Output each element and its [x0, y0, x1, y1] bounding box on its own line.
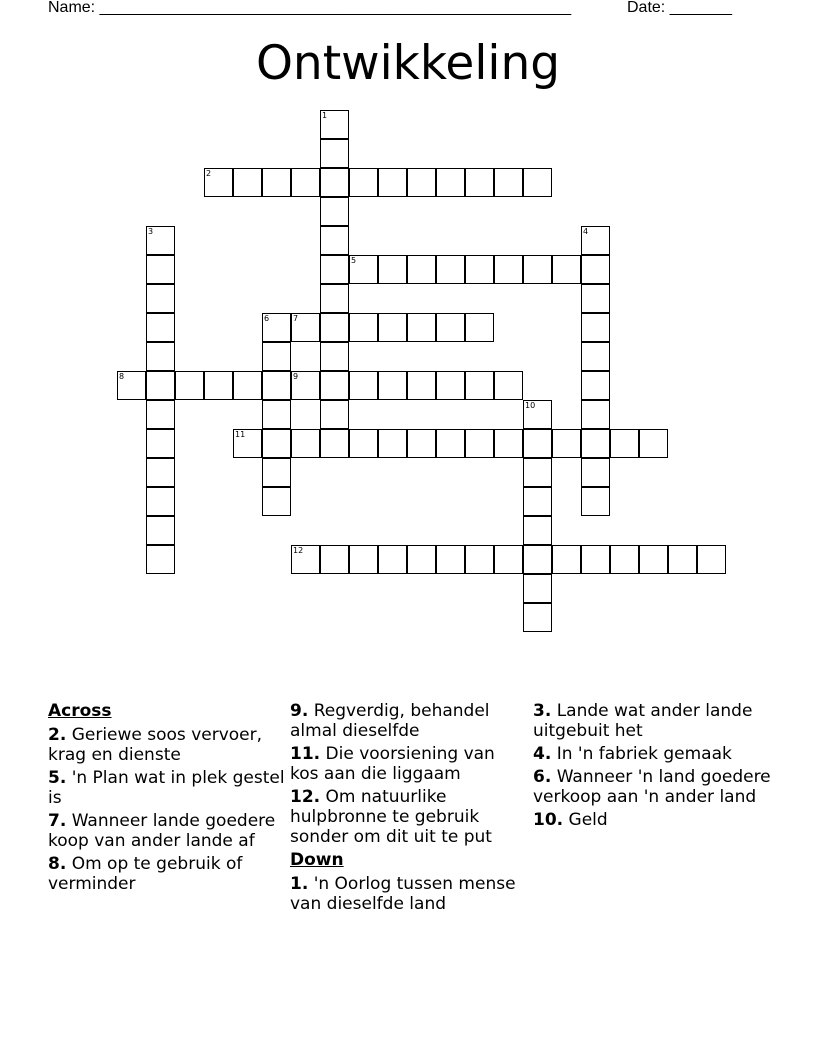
clue-text: 'n Oorlog tussen mense van dieselfde land: [290, 874, 516, 914]
grid-cell[interactable]: [204, 371, 233, 400]
grid-cell[interactable]: [262, 342, 291, 371]
clue-text: Om op te gebruik of verminder: [48, 854, 243, 894]
cell-number: 2: [206, 169, 212, 178]
cell-number: 3: [148, 227, 154, 236]
clue-down-1: [290, 874, 528, 914]
grid-cell[interactable]: [581, 458, 610, 487]
grid-cell[interactable]: [494, 255, 523, 284]
clue-across-7: [48, 811, 286, 851]
grid-cell[interactable]: [320, 197, 349, 226]
grid-cell[interactable]: [523, 603, 552, 632]
grid-cell[interactable]: [378, 429, 407, 458]
grid-cell[interactable]: [320, 226, 349, 255]
clue-column-3: [533, 701, 771, 833]
clue-across-5: [48, 768, 286, 808]
grid-cell[interactable]: [407, 168, 436, 197]
grid-cell[interactable]: [581, 226, 610, 255]
grid-cell[interactable]: [494, 168, 523, 197]
grid-cell[interactable]: [639, 429, 668, 458]
grid-cell[interactable]: [262, 168, 291, 197]
grid-cell[interactable]: [523, 168, 552, 197]
grid-cell[interactable]: [320, 255, 349, 284]
grid-cell[interactable]: [581, 487, 610, 516]
grid-cell[interactable]: [668, 545, 697, 574]
grid-cell[interactable]: [581, 371, 610, 400]
grid-cell[interactable]: [320, 371, 349, 400]
grid-cell[interactable]: [407, 255, 436, 284]
grid-cell[interactable]: [349, 429, 378, 458]
grid-cell[interactable]: [407, 371, 436, 400]
clue-number: 3.: [533, 701, 552, 721]
grid-cell[interactable]: [407, 429, 436, 458]
grid-cell[interactable]: [146, 313, 175, 342]
clue-number: 7.: [48, 811, 67, 831]
grid-cell[interactable]: [581, 400, 610, 429]
clue-number: 8.: [48, 854, 67, 874]
clue-column-1: [48, 701, 286, 897]
grid-cell[interactable]: [523, 574, 552, 603]
grid-cell[interactable]: [291, 168, 320, 197]
clues-section: [48, 701, 788, 1001]
grid-cell[interactable]: [378, 545, 407, 574]
grid-cell[interactable]: [523, 458, 552, 487]
grid-cell[interactable]: [639, 545, 668, 574]
cell-number: 8: [119, 372, 125, 381]
clue-down-6: [533, 767, 771, 807]
grid-cell[interactable]: [494, 371, 523, 400]
clue-across-11: [290, 744, 528, 784]
name-field-label[interactable]: Name: _____________________________________________________: [48, 0, 572, 16]
grid-cell[interactable]: [523, 516, 552, 545]
grid-cell[interactable]: [320, 110, 349, 139]
grid-cell[interactable]: [146, 545, 175, 574]
grid-cell[interactable]: [610, 429, 639, 458]
clue-across-12: [290, 787, 528, 847]
grid-cell[interactable]: [262, 458, 291, 487]
grid-cell[interactable]: [204, 168, 233, 197]
grid-cell[interactable]: [465, 545, 494, 574]
grid-cell[interactable]: [146, 255, 175, 284]
grid-cell[interactable]: [233, 371, 262, 400]
grid-cell[interactable]: [581, 342, 610, 371]
clue-number: 4.: [533, 744, 552, 764]
cell-number: 9: [293, 372, 299, 381]
grid-cell[interactable]: [436, 313, 465, 342]
clue-text: Lande wat ander lande uitgebuit het: [533, 701, 753, 741]
grid-cell[interactable]: [407, 545, 436, 574]
grid-cell[interactable]: [523, 400, 552, 429]
grid-cell[interactable]: [465, 255, 494, 284]
clue-text: Regverdig, behandel almal dieselfde: [290, 701, 490, 741]
grid-cell[interactable]: [581, 429, 610, 458]
clue-number: 9.: [290, 701, 309, 721]
grid-cell[interactable]: [146, 371, 175, 400]
grid-cell[interactable]: [436, 371, 465, 400]
cell-number: 11: [235, 430, 246, 439]
grid-cell[interactable]: [349, 371, 378, 400]
grid-cell[interactable]: [320, 342, 349, 371]
cell-number: 7: [293, 314, 299, 323]
clue-across-2: [48, 725, 286, 765]
grid-cell[interactable]: [407, 313, 436, 342]
grid-cell[interactable]: [291, 545, 320, 574]
grid-cell[interactable]: [436, 545, 465, 574]
grid-cell[interactable]: [436, 429, 465, 458]
grid-cell[interactable]: [552, 429, 581, 458]
grid-cell[interactable]: [349, 168, 378, 197]
clue-number: 12.: [290, 787, 321, 807]
clue-text: Geriewe soos vervoer, krag en dienste: [48, 725, 263, 765]
grid-cell[interactable]: [378, 313, 407, 342]
grid-cell[interactable]: [523, 545, 552, 574]
grid-cell[interactable]: [146, 458, 175, 487]
grid-cell[interactable]: [465, 371, 494, 400]
grid-cell[interactable]: [117, 371, 146, 400]
clue-text: Wanneer 'n land goedere verkoop aan 'n ander land: [533, 767, 771, 807]
grid-cell[interactable]: [465, 313, 494, 342]
clue-text: Om natuurlike hulpbronne te gebruik sonder om dit uit te put: [290, 787, 492, 847]
grid-cell[interactable]: [291, 313, 320, 342]
grid-cell[interactable]: [465, 168, 494, 197]
clue-number: 10.: [533, 810, 564, 830]
grid-cell[interactable]: [262, 313, 291, 342]
grid-cell[interactable]: [523, 487, 552, 516]
grid-cell[interactable]: [610, 545, 639, 574]
grid-cell[interactable]: [378, 168, 407, 197]
clue-text: Wanneer lande goedere koop van ander lande af: [48, 811, 276, 851]
clue-column-2: [290, 701, 528, 917]
grid-cell[interactable]: [581, 545, 610, 574]
grid-cell[interactable]: [291, 371, 320, 400]
clue-text: In 'n fabriek gemaak: [556, 744, 732, 764]
grid-cell[interactable]: [262, 400, 291, 429]
grid-cell[interactable]: [291, 429, 320, 458]
grid-cell[interactable]: [581, 255, 610, 284]
clue-number: 11.: [290, 744, 321, 764]
grid-cell[interactable]: [436, 255, 465, 284]
cell-number: 1: [322, 111, 328, 120]
grid-cell[interactable]: [349, 313, 378, 342]
grid-cell[interactable]: [523, 429, 552, 458]
clue-text: Die voorsiening van kos aan die liggaam: [290, 744, 495, 784]
grid-cell[interactable]: [378, 255, 407, 284]
grid-cell[interactable]: [146, 342, 175, 371]
clue-down-10: [533, 810, 771, 830]
grid-cell[interactable]: [146, 516, 175, 545]
grid-cell[interactable]: [494, 429, 523, 458]
grid-cell[interactable]: [320, 139, 349, 168]
grid-cell[interactable]: [262, 487, 291, 516]
down-heading: Down: [290, 850, 344, 870]
grid-cell[interactable]: [146, 284, 175, 313]
clue-text: Geld: [568, 810, 608, 830]
clue-number: 6.: [533, 767, 552, 787]
grid-cell[interactable]: [146, 400, 175, 429]
clue-down-4: [533, 744, 771, 764]
grid-cell[interactable]: [146, 429, 175, 458]
grid-cell[interactable]: [581, 284, 610, 313]
grid-cell[interactable]: [436, 168, 465, 197]
grid-cell[interactable]: [262, 429, 291, 458]
grid-cell[interactable]: [233, 429, 262, 458]
grid-cell[interactable]: [320, 168, 349, 197]
cell-number: 12: [293, 546, 304, 555]
cell-number: 6: [264, 314, 270, 323]
grid-cell[interactable]: [523, 255, 552, 284]
date-field-label[interactable]: Date: _______: [627, 0, 732, 16]
grid-cell[interactable]: [146, 487, 175, 516]
cell-number: 4: [583, 227, 589, 236]
page-title: Ontwikkeling: [255, 36, 561, 91]
grid-cell[interactable]: [175, 371, 204, 400]
across-heading: Across: [48, 701, 112, 721]
clue-text: 'n Plan wat in plek gestel is: [48, 768, 285, 808]
grid-cell[interactable]: [262, 371, 291, 400]
grid-cell[interactable]: [320, 545, 349, 574]
grid-cell[interactable]: [320, 313, 349, 342]
grid-cell[interactable]: [233, 168, 262, 197]
grid-cell[interactable]: [320, 400, 349, 429]
clue-number: 5.: [48, 768, 67, 788]
cell-number: 5: [351, 256, 357, 265]
grid-cell[interactable]: [378, 371, 407, 400]
grid-cell[interactable]: [581, 313, 610, 342]
grid-cell[interactable]: [320, 284, 349, 313]
grid-cell[interactable]: [494, 545, 523, 574]
cell-number: 10: [525, 401, 536, 410]
grid-cell[interactable]: [552, 545, 581, 574]
grid-cell[interactable]: [349, 545, 378, 574]
grid-cell[interactable]: [320, 429, 349, 458]
clue-number: 2.: [48, 725, 67, 745]
grid-cell[interactable]: [697, 545, 726, 574]
grid-cell[interactable]: [552, 255, 581, 284]
clue-across-8: [48, 854, 286, 894]
clue-across-9: [290, 701, 528, 741]
grid-cell[interactable]: [146, 226, 175, 255]
grid-cell[interactable]: [465, 429, 494, 458]
grid-cell[interactable]: [349, 255, 378, 284]
clue-number: 1.: [290, 874, 309, 894]
clue-down-3: [533, 701, 771, 741]
